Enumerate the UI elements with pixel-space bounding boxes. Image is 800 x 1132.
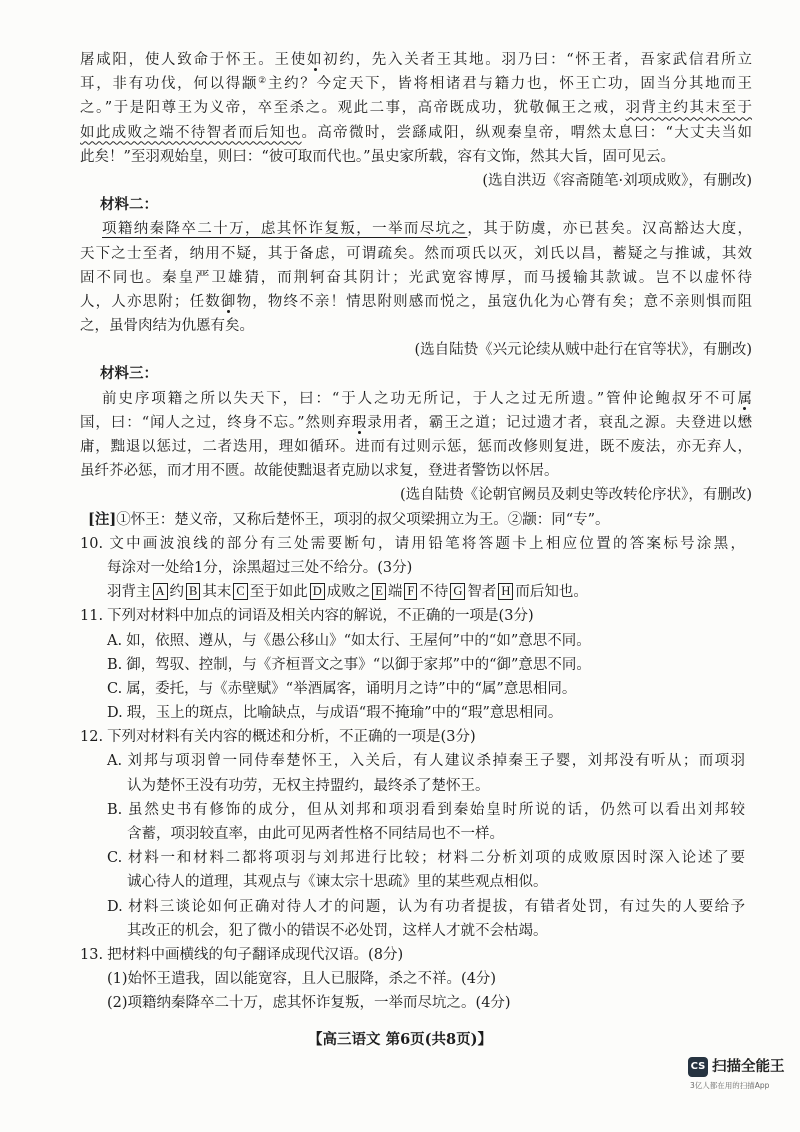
option-text: 瑕，玉上的斑点，比喻缺点，与成语“瑕不掩瑜”中的“瑕”意思相同。 (126, 705, 563, 722)
option-label: A. (107, 632, 123, 649)
question-12-option-d (80, 895, 752, 919)
material2-line-5 (80, 314, 752, 338)
question-12-option-c-cont (80, 870, 752, 894)
item-score: (4分) (461, 971, 497, 988)
question-text: 把材料中画横线的句子翻译成现代汉语。(8分) (107, 946, 404, 963)
scanner-app-name: 扫描全能王 (712, 1059, 785, 1075)
material1-line-3 (80, 96, 752, 120)
answer-mark-box: H (498, 583, 513, 600)
text-run: 天下之士至者，纳用不疑，其于备虑，可谓疏矣。然而项氏以灭，刘氏以昌，蓄疑之与推诚，其效 (80, 245, 752, 262)
wavy-underlined-sentence: 羽背主约其末至于 (625, 100, 753, 117)
answer-mark-box: F (404, 583, 417, 600)
page-text (80, 48, 752, 1016)
option-label: C. (107, 850, 123, 867)
item-label: (1) (107, 971, 128, 988)
material2-label: 材料二： (100, 196, 158, 214)
option-text: 含蓄，项羽较直率，由此可见两者性格不同结局也不一样。 (127, 826, 504, 842)
item-text: 项籍纳秦降卒二十万，虑其怀诈复叛，一举而尽坑之。 (127, 995, 476, 1012)
question-13-stem (80, 943, 752, 967)
text-run: 庸，黜退以惩过，二者迭用，理如循环。进而有过则示惩，惩而改修则复进，既不废法，亦无弃人， (80, 439, 752, 455)
footnote-text: ①怀王：楚义帝，又称后楚怀王，项羽的叔父项梁拥立为王。②颛：同“专”。 (116, 511, 610, 528)
question-number: 13. (80, 946, 104, 963)
sentence-part: 不待 (419, 584, 449, 601)
material2-source: (选自陆贽《兴元论续从贼中赴行在官等状》，有删改) (414, 342, 752, 359)
option-text: 认为楚怀王没有功劳，无权主持盟约，最终杀了楚怀王。 (127, 777, 490, 794)
question-13-item-1 (80, 967, 752, 991)
material3-source: (选自陆贽《论朝官阙员及刺史等改转伦序状》，有删改) (399, 487, 752, 504)
scanner-tagline: 3亿人都在用的扫描App (690, 1081, 770, 1090)
camscanner-logo-icon: CS (688, 1057, 708, 1077)
question-number: 12. (80, 729, 104, 746)
dotted-word-xia: 瑕 (351, 414, 368, 431)
question-12-option-a (80, 749, 752, 773)
material3-line-2 (80, 411, 752, 435)
text-run: 此矣！”至羽观始皇，则曰：“彼可取而代也。”虽史家所载，容有文饰，然其大旨，固可见云。 (80, 148, 675, 165)
option-label: C. (107, 680, 123, 697)
text-run: 录用者，霸王之道；记过遗才者，衰乱之源。夫登进以懋 (367, 414, 753, 431)
option-label: D. (107, 898, 123, 915)
answer-mark-box: A (153, 583, 168, 600)
material2-line-1 (80, 217, 752, 241)
question-12-option-b-cont (80, 822, 752, 846)
sentence-part: 约 (169, 584, 185, 601)
question-11-option-d (80, 701, 752, 725)
material1-line-2 (80, 72, 752, 96)
question-number: 10. (80, 535, 104, 552)
material1-line-1 (80, 48, 752, 72)
question-12-option-d-cont (80, 919, 752, 943)
material1-source: (选自洪迈《容斋随笔·刘项成败》，有删改) (482, 172, 752, 189)
wavy-underlined-sentence: 如此成败之端不待智者而后知也 (80, 124, 302, 141)
option-text: 材料三谈论如何正确对待人才的问题，认为有功者提拔，有错者处罚，有过失的人要给予 (126, 898, 745, 915)
straight-underlined-sentence: 项籍纳秦降卒二十万，虑其怀诈复叛，一举而尽坑之 (102, 221, 468, 238)
question-10-stem-cont (80, 556, 752, 580)
material3-label: 材料三： (100, 365, 158, 383)
question-12-option-c (80, 846, 752, 870)
option-text: 其改正的机会，犯了微小的错误不必处罚，这样人才就不会枯竭。 (127, 922, 548, 939)
dotted-word-yu: 御 (220, 293, 237, 310)
text-run: 虽纤芥必惩，而才用不匮。故能使黜退者克励以求复，登进者警饬以怀居。 (80, 463, 559, 480)
question-12-stem (80, 725, 752, 749)
footnote (80, 508, 752, 532)
text-run: 主约？今定天下，皆将相诸君与籍力也，怀王亡功，固当分其地而王 (267, 76, 752, 93)
sentence-part: 成败之 (326, 584, 371, 601)
answer-mark-box: B (186, 583, 200, 600)
text-run: 人，人亦思附；任数 (80, 293, 221, 310)
material1-line-4 (80, 121, 752, 145)
material3-line-3 (80, 435, 752, 459)
question-13-item-2 (80, 991, 752, 1015)
option-text: 御，驾驭、控制，与《齐桓晋文之事》“以御于家邦”中的“御”意思不同。 (126, 656, 591, 673)
option-label: D. (107, 705, 123, 722)
question-text: 每涂对一处给1分，涂黑超过三处不给分。(3分) (107, 559, 413, 576)
question-11-option-a (80, 629, 752, 653)
option-text: 虽然史书有修饰的成分，但从刘邦和项羽看到秦始皇时所说的话，仍然可以看出刘邦较 (126, 801, 745, 818)
question-10-answer-line (80, 580, 752, 604)
answer-mark-box: G (450, 583, 465, 600)
question-12-option-a-cont (80, 774, 752, 798)
dotted-word-ru: 如 (306, 52, 324, 68)
material2-line-3 (80, 266, 752, 290)
text-run: ，其于防虞，亦已甚矣。汉高豁达大度， (467, 221, 753, 238)
page-footer: 【高三语文 第6页(共8页)】 (308, 1031, 492, 1048)
sentence-part: 端 (387, 584, 403, 601)
option-label: B. (107, 801, 123, 818)
question-11-stem (80, 604, 752, 628)
question-10-stem (80, 532, 752, 556)
footnote-tag: [注] (88, 510, 117, 528)
option-label: B. (107, 656, 123, 673)
text-run: 之。”于是阳尊王为义帝，卒至杀之。观此二事，高帝既成功，犹敬佩王之戒， (80, 100, 626, 117)
option-label: A. (107, 753, 123, 770)
question-text: 下列对材料中加点的词语及相关内容的解说，不正确的一项是(3分) (107, 608, 534, 625)
text-run: 耳，非有功伐，何以得颛 (80, 76, 259, 93)
text-run: 前史序项籍之所以失天下，曰：“于人之功无所记，于人之过无所遗。”管仲论鲍叔牙不可 (102, 390, 738, 407)
question-11-option-b (80, 653, 752, 677)
question-12-option-b (80, 798, 752, 822)
text-run: 固不同也。秦皇严卫雄猜，而荆轲奋其阴计；光武宽容博厚，而马援输其款诚。岂不以虚怀待 (80, 269, 752, 286)
option-text: 刘邦与项羽曾一同侍奉楚怀王，入关后，有人建议杀掉秦王子婴，刘邦没有听从；而项羽 (126, 753, 745, 770)
dotted-word-zhu: 属 (737, 390, 752, 407)
text-run: 初约，先入关者王其地。羽乃曰：“怀王者，吾家武信君所立 (323, 52, 753, 68)
question-text: 文中画波浪线的部分有三处需要断句，请用铅笔将答题卡上相应位置的答案标号涂黑， (107, 535, 745, 552)
text-run: 之，虽骨肉结为仇慝有矣。 (80, 318, 254, 335)
question-11-option-c (80, 677, 752, 701)
text-run: 物，物终不亲！情思附则感而悦之，虽寇仇化为心膂有矣；意不亲则惧而阻 (236, 293, 753, 310)
text-run: 。高帝微时，尝繇咸阳，纵观秦皇帝，喟然太息曰：“大丈夫当如 (301, 124, 752, 141)
item-score: (4分) (475, 995, 511, 1012)
material2-line-2 (80, 242, 752, 266)
sentence-part: 而后知也。 (515, 584, 588, 601)
question-number: 11. (80, 608, 104, 625)
question-text: 下列对材料有关内容的概述和分析，不正确的一项是(3分) (107, 729, 476, 746)
item-text: 始怀王遣我，固以能宽容，且人已服降，杀之不祥。 (127, 971, 462, 988)
answer-mark-box: D (310, 583, 325, 600)
option-text: 属，委托，与《赤壁赋》“举酒属客，诵明月之诗”中的“属”意思相同。 (126, 680, 577, 697)
option-text: 诚心待人的道理，其观点与《谏太宗十思疏》里的某些观点相似。 (127, 874, 548, 891)
sentence-part: 智者 (467, 584, 497, 601)
option-text: 如，依照、遵从，与《愚公移山》“如太行、王屋何”中的“如”意思不同。 (126, 632, 591, 649)
material1-line-5 (80, 145, 752, 169)
answer-mark-box: E (372, 583, 386, 600)
text-run: 国，曰：“闻人之过，终身不忘。”然则弃 (80, 414, 352, 431)
sentence-part: 羽背主 (107, 584, 151, 601)
item-label: (2) (107, 995, 128, 1012)
sentence-part: 其末 (202, 584, 232, 601)
material3-line-4 (80, 459, 752, 483)
material2-line-4 (80, 290, 752, 314)
option-text: 材料一和材料二都将项羽与刘邦进行比较；材料二分析刘项的成败原因时深入论述了要 (126, 850, 745, 867)
sentence-part: 至于如此 (249, 584, 308, 601)
text-run: 屠咸阳，使人致命于怀王。王使 (80, 52, 307, 68)
footnote-marker-2: ② (258, 76, 268, 87)
material3-line-1 (80, 387, 752, 411)
answer-mark-box: C (233, 583, 247, 600)
